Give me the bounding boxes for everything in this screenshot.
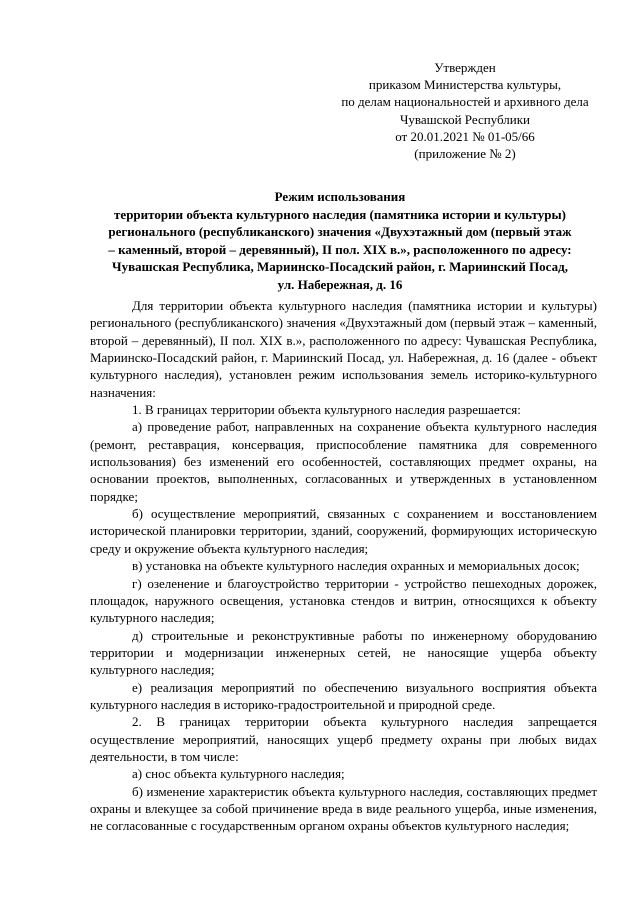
approval-line: от 20.01.2021 № 01-05/66 — [395, 128, 535, 144]
intro-paragraph: Для территории объекта культурного наследия (памятника истории и культуры) регионального (республиканского) значения «Двухэтажный дом (первый этаж – каменный, второй – деревянный), II пол. XIX в.», расположенного по адресу: Чувашская Республика, Мариинско-Посадский район, г. Мариинский Посад, ул. Набережная, д. 16 (далее - объект культурного наследия), установлен режим использования земель историко-культурного назначения: — [90, 298, 597, 400]
list-item: г) озеленение и благоустройство территории - устройство пешеходных дорожек, площадок, наружного освещения, установка стендов и витрин, относящихся к объекту культурного наследия; — [90, 575, 597, 626]
title-line: регионального (республиканского) значения «Двухэтажный дом (первый этаж — [108, 224, 572, 240]
list-item: д) строительные и реконструктивные работы по инженерному оборудованию территории и модернизации инженерных сетей, не наносящие ущерба объекту культурного наследия; — [90, 627, 597, 678]
approval-line: Утвержден — [434, 60, 496, 75]
approval-line: (приложение № 2) — [414, 146, 516, 162]
approval-line: по делам национальностей и архивного дела — [341, 94, 589, 110]
list-item: в) установка на объекте культурного наследия охранных и мемориальных досок; — [132, 558, 580, 574]
approval-line: приказом Министерства культуры, — [368, 77, 562, 93]
document-body — [90, 297, 597, 835]
section-heading-prohibited: 2. В границах территории объекта культурного наследия запрещается осуществление мероприятий, наносящих ущерб предмету охраны при любых видах деятельности, в том числе: — [90, 714, 597, 764]
list-item: а) снос объекта культурного наследия; — [132, 766, 345, 782]
approval-line: Чувашской Республики — [399, 111, 531, 127]
list-item: б) изменение характеристик объекта культурного наследия, составляющих предмет охраны и влекущее за собой причинение вреда в виде реального ущерба, иные изменения, не согласованные с государственным органом охраны объектов культурного наследия; — [90, 783, 597, 834]
list-item: б) осуществление мероприятий, связанных с сохранением и восстановлением исторической планировки территории, зданий, сооружений, формирующих историческую среду и окружение объекта культурного наследия; — [90, 506, 597, 556]
title-line: – каменный, второй – деревянный), II пол. XIX в.», расположенного по адресу: — [108, 241, 572, 257]
title-line: территории объекта культурного наследия (памятника истории и культуры) — [114, 206, 566, 222]
approval-stamp — [300, 59, 630, 162]
section-heading-permitted: 1. В границах территории объекта культурного наследия разрешается: — [132, 402, 521, 418]
list-item: а) проведение работ, направленных на сохранение объекта культурного наследия (ремонт, реставрация, консервация, приспособление памятника для современного использования) без изменений его особенностей, составляющих предмет охраны, на основании проектов, выполненных, согласованных и утвержденных в установленном порядке; — [90, 419, 597, 504]
list-item: е) реализация мероприятий по обеспечению визуального восприятия объекта культурного наследия в историко-градостроительной и природной среде. — [90, 679, 597, 712]
title-line: Чувашская Республика, Мариинско-Посадский район, г. Мариинский Посад, — [112, 259, 568, 275]
document-title — [80, 188, 600, 294]
title-line: ул. Набережная, д. 16 — [277, 276, 403, 292]
title-line: Режим использования — [274, 189, 406, 204]
